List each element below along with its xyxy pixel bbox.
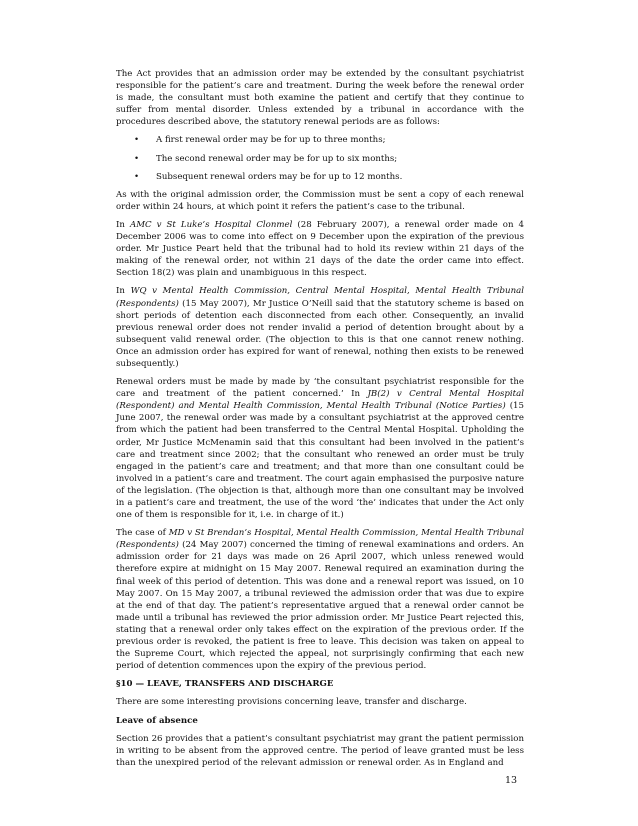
paragraph-commission-copy: As with the original admission order, the Commission must be sent a copy of each renewal order within 24 hours, at which point it refers the patient’s case to the tribunal. <box>116 189 524 212</box>
list-item: • The second renewal order may be for up to six months; <box>156 153 524 165</box>
paragraph-section-26: Section 26 provides that a patient’s consultant psychiatrist may grant the patient permission in writing to be absent from the approved centre. The period of leave granted must be less than the unexpired period of the relevant admission or renewal order. As in England and <box>116 733 524 768</box>
list-item: • A first renewal order may be for up to three months; <box>156 134 524 146</box>
text-run: (15 May 2007), Mr Justice O’Neill said that the statutory scheme is based on short periods of detention each disconnected from each other. Consequently, an invalid previous renewal order does not render invalid a period of detention brought about by a subsequent valid renewal order. (The objection to this is that one cannot renew nothing. Once an admission order has expired for want of renewal, nothing then exists to be renewed subsequently.) <box>116 298 524 369</box>
paragraph-renewal-intro: The Act provides that an admission order may be extended by the consultant psychiatrist responsible for the patient’s care and treatment. During the week before the renewal order is made, the consultant must both examine the patient and certify that they continue to suffer from mental disorder. Unless extended by a tribunal in accordance with the procedures described above, the statutory renewal periods are as follows: <box>116 69 524 128</box>
list-item: • Subsequent renewal orders may be for up to 12 months. <box>156 171 524 183</box>
section-heading: §10 — LEAVE, TRANSFERS AND DISCHARGE <box>116 679 334 690</box>
text-run: In <box>116 219 130 230</box>
text-run: (24 May 2007) concerned the timing of renewal examinations and orders. An admission order for 21 days was made on 26 April 2007, which unless renewed would therefore expire at midnight on 15 May 2007. Renewal required an examination during the final week of this period of detention. This was done and a renewal report was issued, on 10 May 2007. On 15 May 2007, a tribunal reviewed the admission order that was due to expire at the end of that day. The patient’s representative argued that a renewal order cannot be made until a tribunal has reviewed the prior admission order. Mr Justice Peart rejected this, stating that a renewal order only takes effect on the expiration of the previous order. If the previous order is revoked, the patient is free to leave. This decision was taken on appeal to the Supreme Court, which rejected the appeal, not surprisingly confirming that each new period of detention commences upon the expiry of the previous period. <box>116 540 524 672</box>
paragraph-jb-case <box>116 376 524 521</box>
text-run: The case of <box>116 528 169 539</box>
page-number: 13 <box>505 775 518 786</box>
text-run: Renewal orders must be made by made by ‘the consultant psychiatrist responsible for the care and treatment of the patient concerned.’ In <box>116 377 524 400</box>
case-name: JB(2) v Central Mental Hospital (Respondent) and Mental Health Commission, Mental Health Tribunal (Notice Parties) <box>116 389 524 412</box>
case-name: WQ v Mental Health Commission, Central Mental Hospital, Mental Health Tribunal (Respondents) <box>116 286 524 309</box>
document-page <box>116 68 524 775</box>
paragraph-amc-case <box>116 219 524 279</box>
text-run: In <box>116 286 131 297</box>
renewal-periods-list <box>116 134 524 182</box>
text-run: (28 February 2007), a renewal order made on 4 December 2006 was to come into effect on 9 December upon the expiration of the previous order. Mr Justice Peart held that the tribunal had to hold its review within 21 days of the making of the renewal order, not within 21 days of the date the order came into effect. Section 18(2) was plain and unambiguous in this respect. <box>116 219 524 279</box>
case-name: AMC v St Luke’s Hospital Clonmel <box>129 219 293 230</box>
paragraph-leave-intro: There are some interesting provisions concerning leave, transfer and discharge. <box>116 697 467 708</box>
subsection-heading: Leave of absence <box>116 715 198 726</box>
text-run: (15 June 2007, the renewal order was made by a consultant psychiatrist at the approved centre from which the patient had been transferred to the Central Mental Hospital. Upholding the order, Mr Justice McMenamin said that this consultant had been involved in the patient’s care and treatment since 2002; that the consultant who renewed an order must be truly engaged in the patient’s care and treatment; and that more than one consultant could be involved in a patient’s care and treatment. The court again emphasised the purposive nature of the legislation. (The objection is that, although more than one consultant may be involved in a patient’s care and treatment, the use of the word ‘the’ indicates that under the Act only one of them is responsible for it, i.e. in charge of it.) <box>116 401 524 521</box>
case-name: MD v St Brendan’s Hospital, Mental Health Commission, Mental Health Tribunal (Respondents) <box>116 528 524 551</box>
paragraph-md-case <box>116 527 524 672</box>
paragraph-wq-case <box>116 285 524 370</box>
